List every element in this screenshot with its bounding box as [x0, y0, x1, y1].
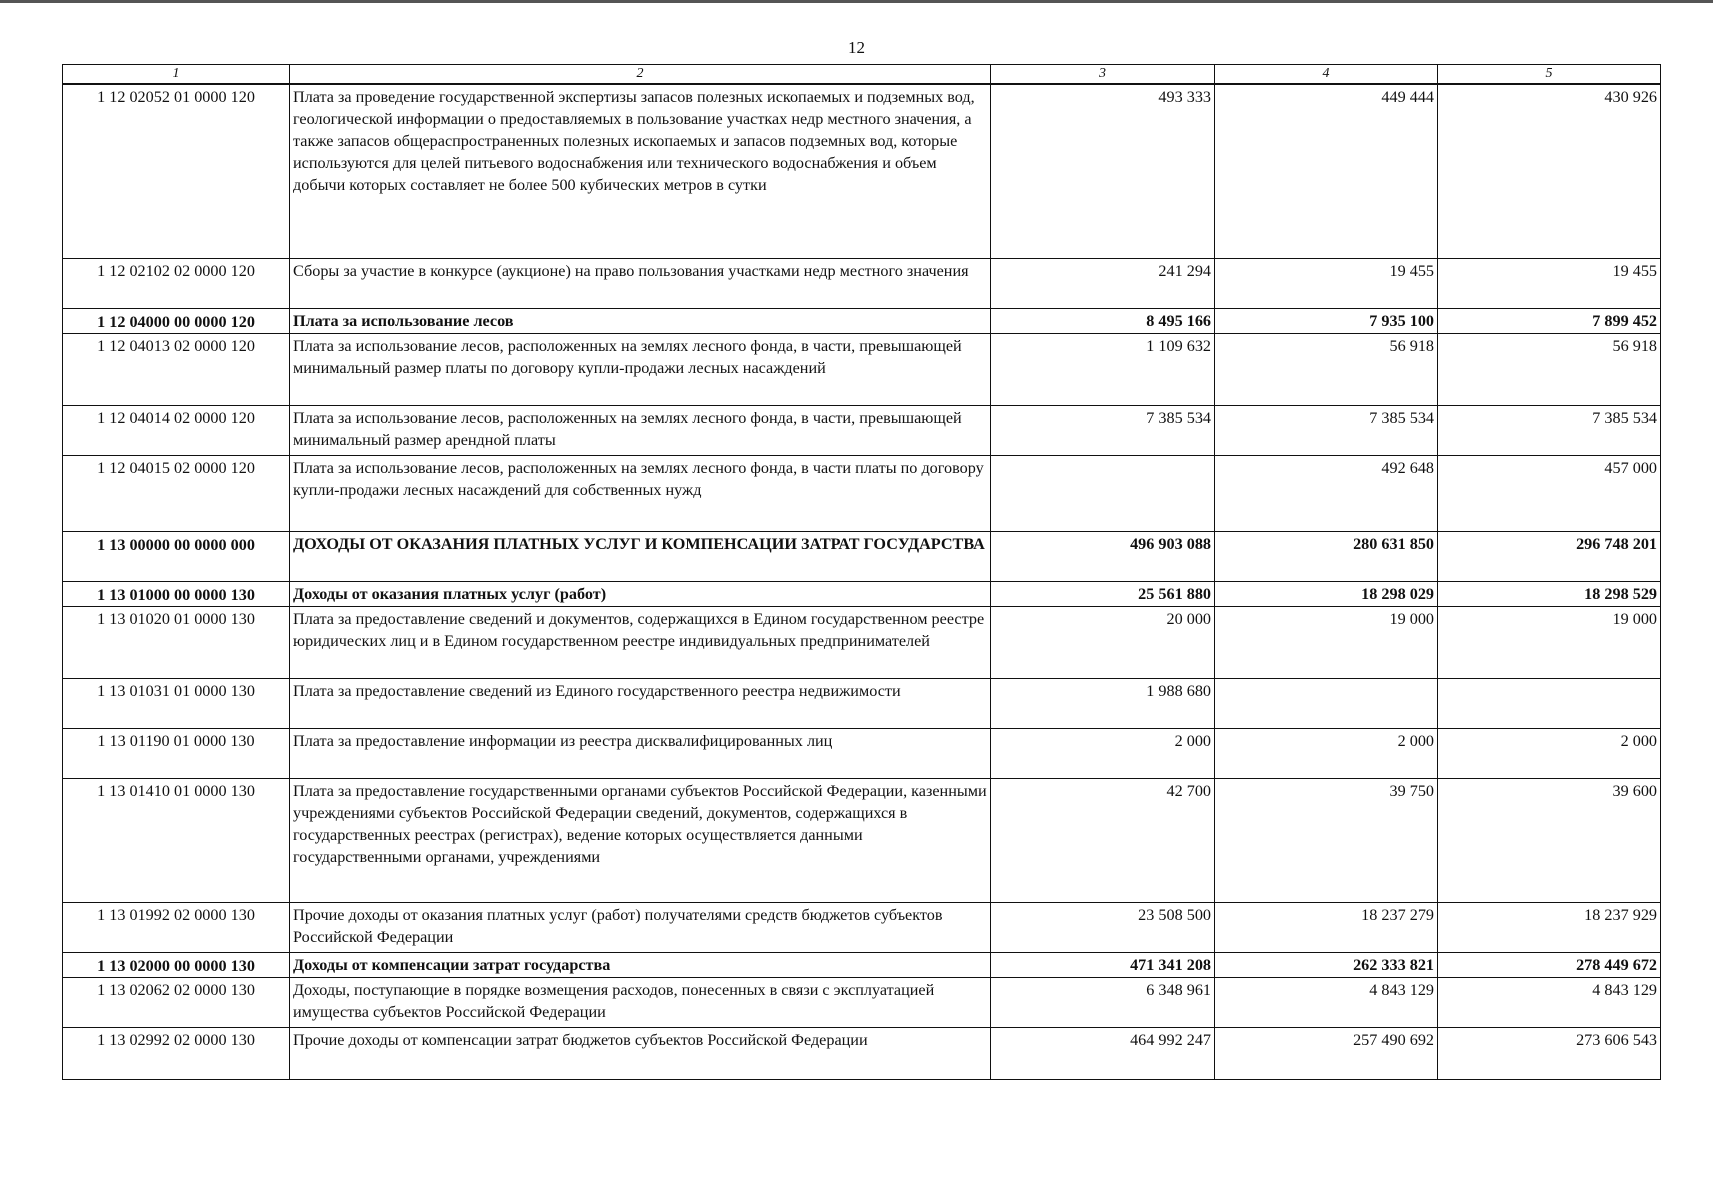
value-col3-cell: 2 000 [991, 728, 1215, 778]
value-col4-cell: 257 490 692 [1215, 1027, 1438, 1079]
value-col5-cell [1438, 678, 1661, 728]
value-col4-cell: 19 000 [1215, 606, 1438, 678]
description-cell: Плата за использование лесов, расположенных на землях лесного фонда, в части, превышающей минимальный размер арендной платы [290, 405, 991, 455]
table-row [63, 455, 1661, 531]
description-cell: ДОХОДЫ ОТ ОКАЗАНИЯ ПЛАТНЫХ УСЛУГ И КОМПЕНСАЦИИ ЗАТРАТ ГОСУДАРСТВА [290, 531, 991, 581]
description-cell: Плата за предоставление государственными органами субъектов Российской Федерации, казенными учреждениями субъектов Российской Федерации сведений, документов, содержащихся в государственных реестрах (регистрах), ведение которых осуществляется данными государственными органами, учреждениями [290, 778, 991, 902]
revenue-table [62, 64, 1661, 1080]
value-col5-cell: 273 606 543 [1438, 1027, 1661, 1079]
table-row [63, 977, 1661, 1027]
column-number-header-row [63, 65, 1661, 85]
table-row [63, 84, 1661, 258]
description-cell: Доходы, поступающие в порядке возмещения расходов, понесенных в связи с эксплуатацией имущества субъектов Российской Федерации [290, 977, 991, 1027]
value-col3-cell: 23 508 500 [991, 902, 1215, 952]
table-row [63, 1027, 1661, 1079]
budget-code-cell: 1 13 01031 01 0000 130 [63, 678, 290, 728]
table-row [63, 258, 1661, 308]
value-col5-cell: 430 926 [1438, 84, 1661, 258]
value-col5-cell: 19 455 [1438, 258, 1661, 308]
value-col3-cell: 25 561 880 [991, 581, 1215, 606]
value-col5-cell: 7 899 452 [1438, 308, 1661, 333]
description-cell: Плата за предоставление сведений из Единого государственного реестра недвижимости [290, 678, 991, 728]
value-col5-cell: 56 918 [1438, 333, 1661, 405]
value-col5-cell: 2 000 [1438, 728, 1661, 778]
budget-code-cell: 1 13 01000 00 0000 130 [63, 581, 290, 606]
budget-code-cell: 1 13 02992 02 0000 130 [63, 1027, 290, 1079]
value-col4-cell: 56 918 [1215, 333, 1438, 405]
value-col5-cell: 457 000 [1438, 455, 1661, 531]
table-row-subtotal [63, 581, 1661, 606]
description-cell: Плата за использование лесов, расположенных на землях лесного фонда, в части платы по договору купли-продажи лесных насаждений для собственных нужд [290, 455, 991, 531]
description-cell: Доходы от компенсации затрат государства [290, 952, 991, 977]
description-cell: Прочие доходы от оказания платных услуг (работ) получателями средств бюджетов субъектов Российской Федерации [290, 902, 991, 952]
value-col3-cell: 241 294 [991, 258, 1215, 308]
budget-code-cell: 1 13 01410 01 0000 130 [63, 778, 290, 902]
value-col3-cell: 42 700 [991, 778, 1215, 902]
value-col4-cell: 7 385 534 [1215, 405, 1438, 455]
table-body [63, 84, 1661, 1079]
value-col5-cell: 39 600 [1438, 778, 1661, 902]
column-header-1: 1 [63, 65, 290, 85]
budget-code-cell: 1 12 04014 02 0000 120 [63, 405, 290, 455]
description-cell: Прочие доходы от компенсации затрат бюджетов субъектов Российской Федерации [290, 1027, 991, 1079]
value-col4-cell: 7 935 100 [1215, 308, 1438, 333]
budget-code-cell: 1 12 02102 02 0000 120 [63, 258, 290, 308]
table-row [63, 728, 1661, 778]
value-col4-cell: 449 444 [1215, 84, 1438, 258]
budget-code-cell: 1 12 04015 02 0000 120 [63, 455, 290, 531]
table-row-subtotal [63, 531, 1661, 581]
budget-code-cell: 1 13 01992 02 0000 130 [63, 902, 290, 952]
value-col3-cell: 493 333 [991, 84, 1215, 258]
value-col3-cell [991, 455, 1215, 531]
budget-code-cell: 1 12 04013 02 0000 120 [63, 333, 290, 405]
value-col5-cell: 4 843 129 [1438, 977, 1661, 1027]
table-row [63, 405, 1661, 455]
column-header-5: 5 [1438, 65, 1661, 85]
description-cell: Плата за предоставление информации из реестра дисквалифицированных лиц [290, 728, 991, 778]
description-cell: Плата за использование лесов, расположенных на землях лесного фонда, в части, превышающей минимальный размер платы по договору купли-продажи лесных насаждений [290, 333, 991, 405]
value-col4-cell: 280 631 850 [1215, 531, 1438, 581]
budget-code-cell: 1 13 01020 01 0000 130 [63, 606, 290, 678]
value-col5-cell: 18 237 929 [1438, 902, 1661, 952]
description-cell: Сборы за участие в конкурсе (аукционе) на право пользования участками недр местного значения [290, 258, 991, 308]
page-number: 12 [848, 38, 865, 57]
column-header-2: 2 [290, 65, 991, 85]
value-col5-cell: 278 449 672 [1438, 952, 1661, 977]
value-col4-cell: 39 750 [1215, 778, 1438, 902]
description-cell: Плата за предоставление сведений и документов, содержащихся в Едином государственном реестре юридических лиц и в Едином государственном реестре индивидуальных предпринимателей [290, 606, 991, 678]
page-top-edge [0, 0, 1713, 3]
table-row [63, 606, 1661, 678]
budget-code-cell: 1 12 02052 01 0000 120 [63, 84, 290, 258]
value-col3-cell: 6 348 961 [991, 977, 1215, 1027]
value-col3-cell: 20 000 [991, 606, 1215, 678]
value-col4-cell: 262 333 821 [1215, 952, 1438, 977]
value-col5-cell: 7 385 534 [1438, 405, 1661, 455]
value-col4-cell: 18 237 279 [1215, 902, 1438, 952]
description-cell: Доходы от оказания платных услуг (работ) [290, 581, 991, 606]
budget-code-cell: 1 13 01190 01 0000 130 [63, 728, 290, 778]
table-row [63, 678, 1661, 728]
value-col3-cell: 464 992 247 [991, 1027, 1215, 1079]
table-row [63, 902, 1661, 952]
value-col4-cell: 492 648 [1215, 455, 1438, 531]
budget-code-cell: 1 13 02062 02 0000 130 [63, 977, 290, 1027]
value-col4-cell: 2 000 [1215, 728, 1438, 778]
value-col5-cell: 18 298 529 [1438, 581, 1661, 606]
budget-code-cell: 1 13 00000 00 0000 000 [63, 531, 290, 581]
value-col3-cell: 1 109 632 [991, 333, 1215, 405]
value-col4-cell: 4 843 129 [1215, 977, 1438, 1027]
value-col5-cell: 19 000 [1438, 606, 1661, 678]
table-row [63, 333, 1661, 405]
value-col3-cell: 471 341 208 [991, 952, 1215, 977]
table-row [63, 778, 1661, 902]
value-col4-cell: 18 298 029 [1215, 581, 1438, 606]
table-row-subtotal [63, 952, 1661, 977]
value-col3-cell: 8 495 166 [991, 308, 1215, 333]
value-col4-cell: 19 455 [1215, 258, 1438, 308]
value-col3-cell: 496 903 088 [991, 531, 1215, 581]
value-col3-cell: 7 385 534 [991, 405, 1215, 455]
description-cell: Плата за использование лесов [290, 308, 991, 333]
value-col4-cell [1215, 678, 1438, 728]
value-col3-cell: 1 988 680 [991, 678, 1215, 728]
budget-code-cell: 1 12 04000 00 0000 120 [63, 308, 290, 333]
value-col5-cell: 296 748 201 [1438, 531, 1661, 581]
table-row-subtotal [63, 308, 1661, 333]
column-header-4: 4 [1215, 65, 1438, 85]
description-cell: Плата за проведение государственной экспертизы запасов полезных ископаемых и подземных вод, геологической информации о предоставляемых в пользование участках недр местного значения, а также запасов общераспространенных полезных ископаемых и запасов подземных вод, которые используются для целей питьевого водоснабжения или технического водоснабжения и объем добычи которых составляет не более 500 кубических метров в сутки [290, 84, 991, 258]
column-header-3: 3 [991, 65, 1215, 85]
budget-code-cell: 1 13 02000 00 0000 130 [63, 952, 290, 977]
